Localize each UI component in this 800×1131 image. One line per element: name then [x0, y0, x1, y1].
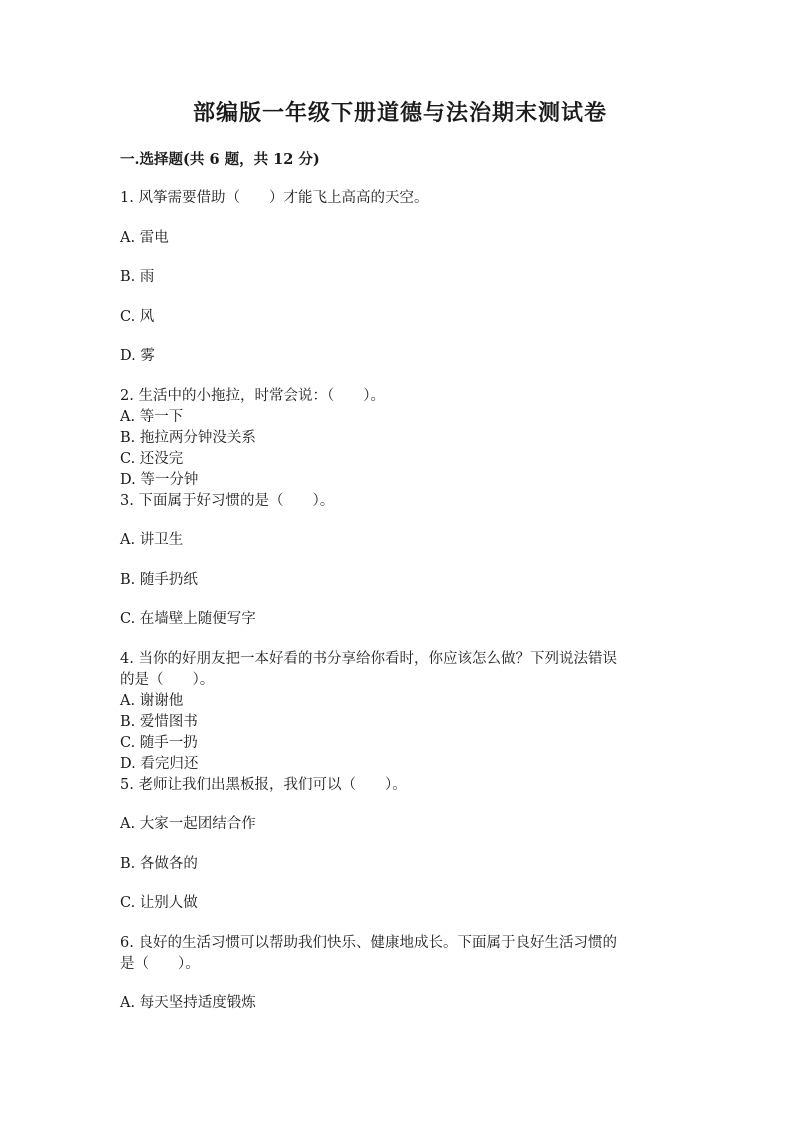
- question-4-option-b: B. 爱惜图书: [120, 714, 198, 730]
- question-6-option-a: A. 每天坚持适度锻炼: [120, 995, 256, 1011]
- question-3-stem: 3. 下面属于好习惯的是（ ）。: [120, 493, 335, 509]
- question-4-stem-line-2: 的是（ ）。: [120, 672, 215, 688]
- question-2-stem: 2. 生活中的小拖拉，时常会说：（ ）。: [120, 388, 385, 404]
- question-2-option-d: D. 等一分钟: [120, 472, 199, 488]
- question-2-option-c: C. 还没完: [120, 451, 184, 467]
- question-3-option-a: A. 讲卫生: [120, 532, 184, 548]
- page-title: 部编版一年级下册道德与法治期末测试卷: [192, 100, 607, 126]
- question-4-option-c: C. 随手一扔: [120, 735, 198, 751]
- question-3-option-b: B. 随手扔纸: [120, 572, 198, 588]
- question-1-option-c: C. 风: [120, 309, 155, 325]
- question-3-option-c: C. 在墙壁上随便写字: [120, 611, 256, 627]
- question-2-option-b: B. 拖拉两分钟没关系: [120, 430, 256, 446]
- question-1-stem: 1. 风筝需要借助（ ）才能飞上高高的天空。: [120, 190, 429, 206]
- question-5-stem: 5. 老师让我们出黑板报，我们可以（ ）。: [120, 777, 407, 793]
- question-4-option-d: D. 看完归还: [120, 756, 199, 772]
- question-6-stem-line-2: 是（ ）。: [120, 956, 200, 972]
- question-2-option-a: A. 等一下: [120, 409, 184, 425]
- question-1-option-b: B. 雨: [120, 269, 155, 285]
- question-4-option-a: A. 谢谢他: [120, 693, 184, 709]
- question-1-option-a: A. 雷电: [120, 230, 169, 246]
- question-1-option-d: D. 雾: [120, 348, 155, 364]
- question-5-option-b: B. 各做各的: [120, 856, 198, 872]
- question-5-option-c: C. 让别人做: [120, 895, 198, 911]
- question-5-option-a: A. 大家一起团结合作: [120, 816, 256, 832]
- section-heading: 一.选择题(共 6 题，共 12 分): [120, 151, 320, 168]
- question-4-stem-line-1: 4. 当你的好朋友把一本好看的书分享给你看时，你应该怎么做？下列说法错误: [120, 651, 617, 667]
- question-6-stem-line-1: 6. 良好的生活习惯可以帮助我们快乐、健康地成长。下面属于良好生活习惯的: [120, 935, 617, 951]
